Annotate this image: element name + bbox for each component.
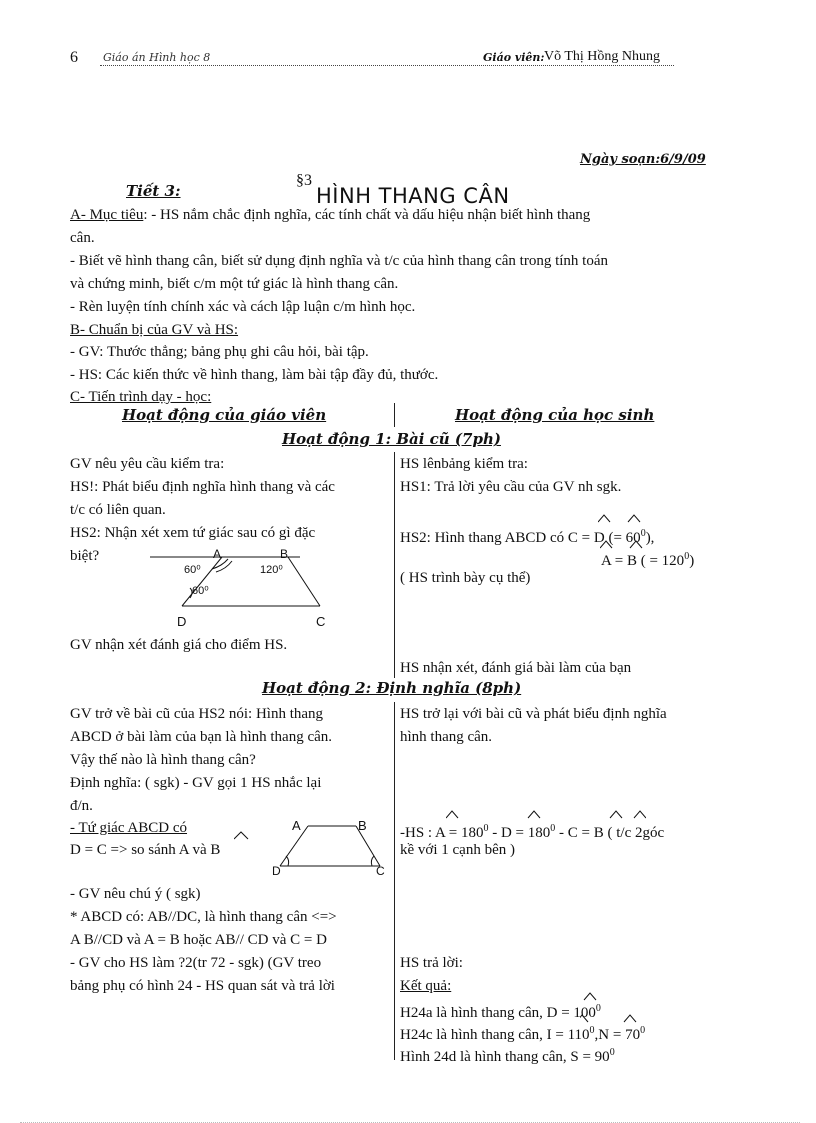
act2-right-1: HS trở lại với bài cũ và phát biểu định nghĩa	[400, 706, 667, 722]
degree-mark: 0	[609, 1047, 615, 1058]
fig2-label-d: D	[272, 864, 281, 878]
act1-left-2: HS!: Phát biểu định nghĩa hình thang và các	[70, 479, 335, 495]
lesson-title: HÌNH THANG CÂN	[316, 184, 510, 208]
table-divider-act1	[394, 452, 395, 678]
angle-hats-5	[580, 990, 640, 1030]
degree-mark: 0	[595, 1003, 601, 1014]
act1-left-1: GV nêu yêu cầu kiểm tra:	[70, 456, 225, 472]
degree-mark: 0	[684, 551, 690, 562]
degree-mark: 0	[589, 1025, 595, 1036]
angle-hats-4	[446, 808, 646, 820]
act1-right-6: HS nhận xét, đánh giá bài làm của bạn	[400, 660, 632, 676]
act2-left-6: - Tứ giác ABCD có	[70, 820, 188, 836]
act2-right-2: hình thang cân.	[400, 729, 493, 745]
act2-right-7-text: H24a là hình thang cân, D = 100	[400, 1005, 596, 1021]
objectives-text-1: : - HS nắm chắc định nghĩa, các tính chất và dấu hiệu nhận biết hình thang	[143, 207, 591, 223]
act2-left-4: Định nghĩa: ( sgk) - GV gọi 1 HS nhắc lại	[70, 775, 322, 791]
act2-right-4: kề với 1 cạnh bên )	[400, 842, 515, 858]
objectives-line-3: - Biết vẽ hình thang cân, biết sử dụng định nghĩa và t/c của hình thang cân trong tính toán	[70, 253, 609, 269]
section-mark: §3	[296, 172, 312, 189]
header-rule	[100, 65, 674, 66]
act2-left-1: GV trở về bài cũ của HS2 nói: Hình thang	[70, 706, 324, 722]
fig2-label-a: A	[292, 818, 301, 833]
objectives-line-5: - Rèn luyện tính chính xác và cách lập luận c/m hình học.	[70, 299, 416, 315]
act2-left-8: - GV nêu chú ý ( sgk)	[70, 886, 201, 902]
fig1-angle-b: 120⁰	[260, 564, 283, 576]
act1-left-4: HS2: Nhận xét xem tứ giác sau có gì đặc	[70, 525, 316, 541]
act2-left-11: - GV cho HS làm ?2(tr 72 - sgk) (GV treo	[70, 955, 322, 971]
angle-hats-2	[600, 538, 648, 550]
angle-hats-1	[598, 512, 646, 524]
objectives-line-1	[70, 204, 720, 227]
act2-right-3-c: - C = B ( t/c 2góc	[555, 825, 665, 841]
degree-mark: 0	[640, 1025, 646, 1036]
act1-right-1: HS lênbảng kiểm tra:	[400, 456, 528, 472]
process-heading: C- Tiến trình dạy - học:	[70, 389, 212, 405]
act2-left-10: A B//CD và A = B hoặc AB// CD và C = D	[70, 932, 327, 948]
objectives-line-4: và chứng minh, biết c/m một tứ giác là hình thang cân.	[70, 276, 399, 292]
fig1-label-b: B	[280, 547, 289, 561]
page-number: 6	[70, 49, 78, 66]
degree-mark: 0	[640, 528, 646, 539]
preparation-hs: - HS: Các kiến thức về hình thang, làm bài tập đầy đủ, thước.	[70, 367, 439, 383]
col-header-student: Hoạt động của học sinh	[455, 406, 655, 424]
trapezoid-figure-2	[268, 818, 388, 878]
fig1-label-c: C	[316, 614, 326, 629]
act2-right-9	[400, 1041, 720, 1069]
degree-mark: 0	[550, 823, 556, 834]
col-header-teacher: Hoạt động của giáo viên	[122, 406, 327, 424]
teacher-name: Võ Thị Hồng Nhung	[544, 49, 661, 64]
act1-left-6: GV nhận xét đánh giá cho điểm HS.	[70, 637, 288, 653]
act2-left-12: bảng phụ có hình 24 - HS quan sát và trả lời	[70, 978, 335, 994]
act2-left-9: * ABCD có: AB//DC, là hình thang cân <=>	[70, 909, 337, 925]
act1-right-4: A = B ( = $120^0$)	[601, 551, 695, 569]
act2-right-5: HS trả lời:	[400, 955, 463, 971]
act1-right-3-text: HS2: Hình thang ABCD có C = D (= 60	[400, 530, 641, 546]
act2-left-7: D = C => so sánh A và B	[70, 842, 221, 858]
act2-right-3-b: - D = 180	[488, 825, 551, 841]
act2-right-8-a: H24c là hình thang cân, I = 110	[400, 1027, 590, 1043]
activity2-title: Hoạt động 2: Định nghĩa (8ph)	[262, 679, 522, 697]
act2-right-3-a: -HS : A = 180	[400, 825, 484, 841]
header-right-label: Giáo viên:	[483, 51, 545, 64]
act2-right-6: Kết quả:	[400, 978, 452, 994]
act1-right-2: HS1: Trả lời yêu cầu của GV nh sgk.	[400, 479, 622, 495]
table-divider-top	[394, 403, 395, 427]
act1-right-5: ( HS trình bày cụ thể)	[400, 570, 531, 586]
lesson-label: Tiết 3:	[126, 182, 181, 200]
fig1-label-a: A	[213, 547, 222, 561]
activity1-title: Hoạt động 1: Bài cũ (7ph)	[282, 430, 501, 448]
fig1-label-d: D	[177, 614, 187, 629]
angle-hats-3	[234, 830, 250, 840]
preparation-heading: B- Chuẩn bị của GV và HS:	[70, 322, 239, 338]
act2-right-9-text: Hình 24d là hình thang cân, S = 90	[400, 1049, 610, 1065]
fig1-angle-a: 60⁰	[184, 564, 201, 576]
act2-right-8-b: ,N = 70	[594, 1027, 641, 1043]
date-line: Ngày soạn:6/9/09	[580, 152, 706, 167]
act2-left-2: ABCD ở bài làm của bạn là hình thang cân.	[70, 729, 333, 745]
table-divider-act2	[394, 702, 395, 1060]
objectives-heading: A- Mục tiêu	[70, 207, 144, 223]
fig2-label-c: C	[376, 864, 385, 878]
header-left-label: Giáo án Hình học 8	[103, 51, 211, 64]
act2-left-3: Vậy thế nào là hình thang cân?	[70, 752, 256, 768]
act2-left-5: đ/n.	[70, 798, 93, 814]
act1-left-5: biệt?	[70, 548, 100, 564]
preparation-gv: - GV: Thước thẳng; bảng phụ ghi câu hỏi, bài tập.	[70, 344, 369, 360]
act1-right-4-text: A = B ( = 120	[601, 553, 685, 569]
objectives-line-2: cân.	[70, 230, 95, 246]
fig2-label-b: B	[358, 818, 367, 833]
act1-left-3: t/c có liên quan.	[70, 502, 166, 518]
degree-mark: 0	[483, 823, 489, 834]
fig1-angle-d: 60⁰	[192, 585, 209, 597]
act1-right-3: HS2: Hình thang ABCD có C = D (= $60^0$),	[400, 528, 655, 546]
